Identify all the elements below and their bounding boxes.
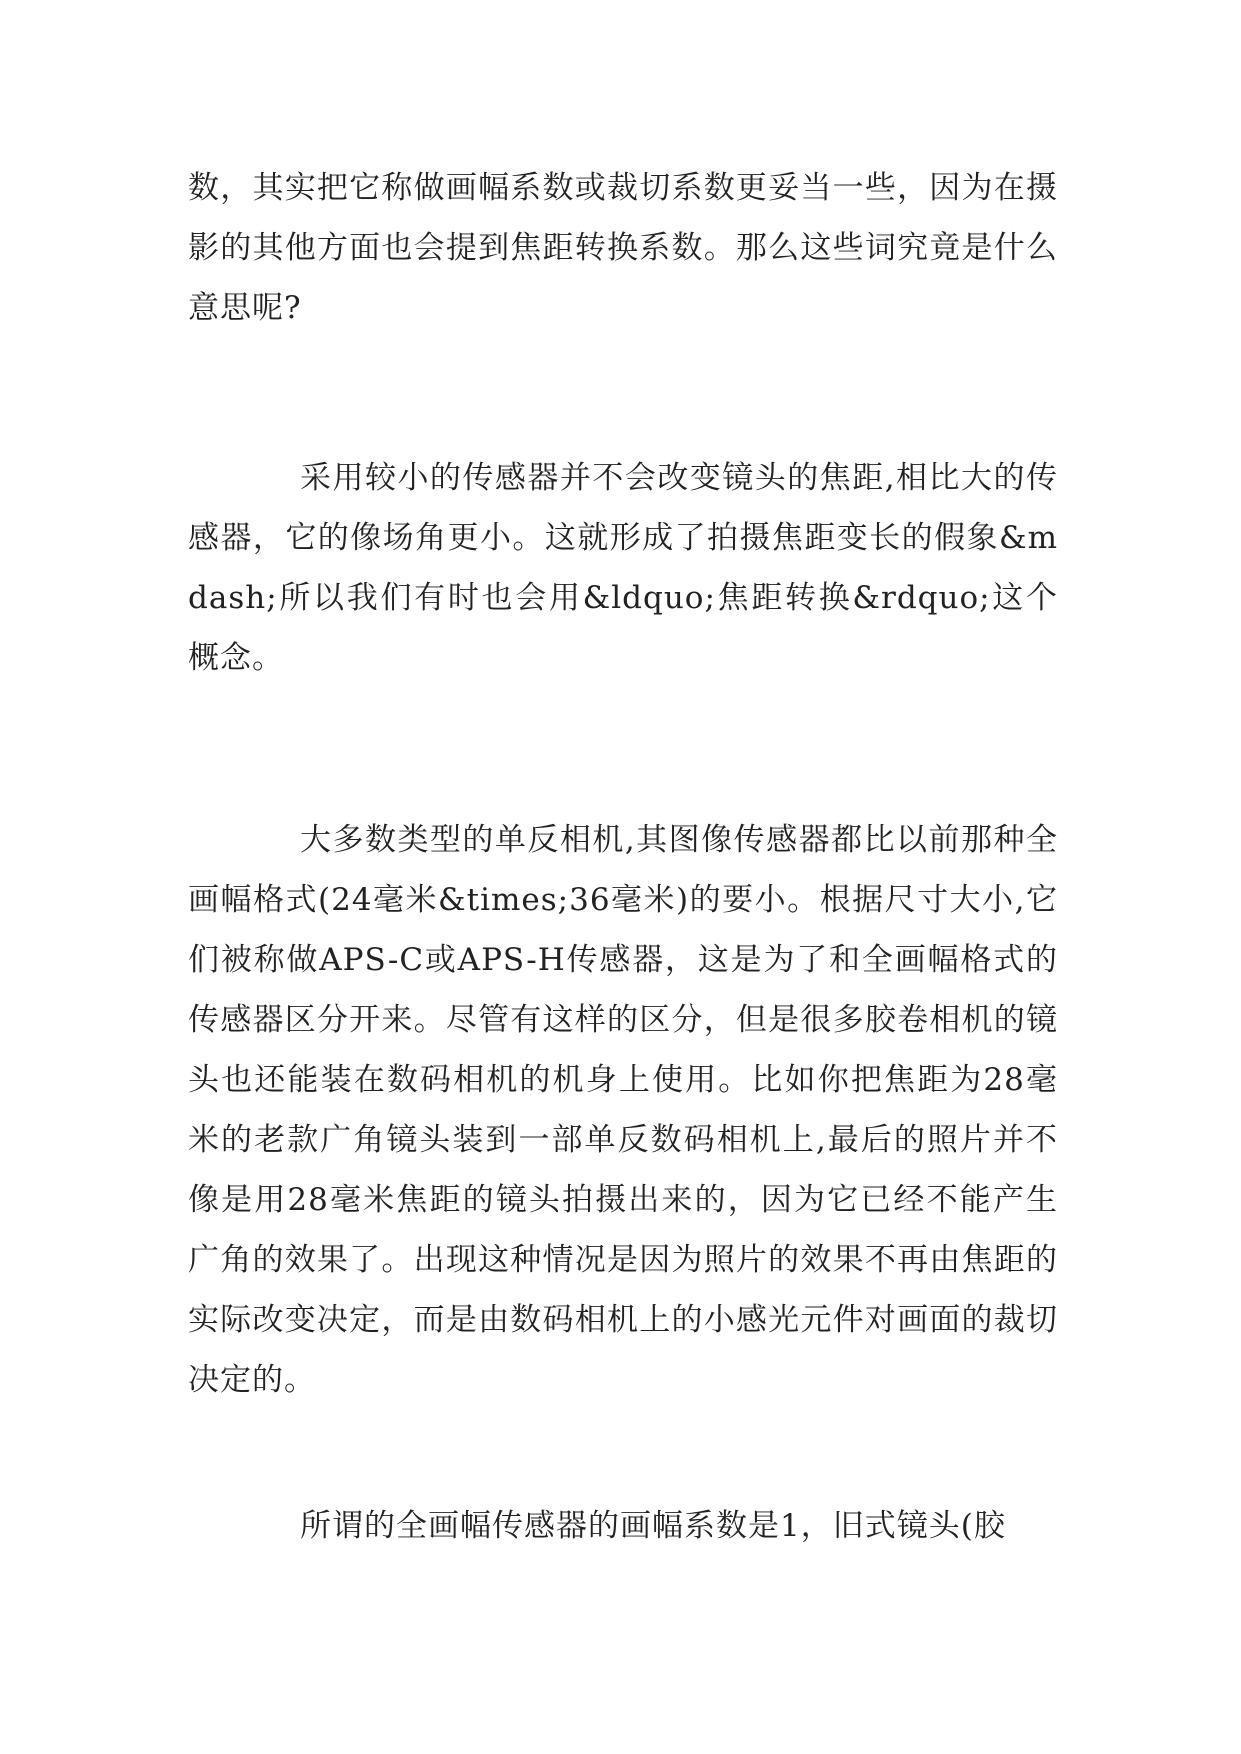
paragraph-focal-conversion-intro: 数，其实把它称做画幅系数或裁切系数更妥当一些，因为在摄影的其他方面也会提到焦距转换系数。那么这些词究竟是什么意思呢?	[188, 170, 1058, 326]
paragraph-full-frame-factor: 所谓的全画幅传感器的画幅系数是1，旧式镜头(胶	[300, 1508, 1006, 1544]
paragraph-smaller-sensor: 采用较小的传感器并不会改变镜头的焦距,相比大的传感器，它的像场角更小。这就形成了拍摄焦距变长的假象&mdash;所以我们有时也会用&ldquo;焦距转换&rdquo;这个概念。	[188, 460, 1058, 676]
paragraph-dslr-sensor-sizes: 大多数类型的单反相机,其图像传感器都比以前那种全画幅格式(24毫米&times;36毫米)的要小。根据尺寸大小,它们被称做APS-C或APS-H传感器，这是为了和全画幅格式的传感器区分开来。尽管有这样的区分，但是很多胶卷相机的镜头也还能装在数码相机的机身上使用。比如你把焦距为28毫米的老款广角镜头装到一部单反数码相机上,最后的照片并不像是用28毫米焦距的镜头拍摄出来的，因为它已经不能产生广角的效果了。出现这种情况是因为照片的效果不再由焦距的实际改变决定，而是由数码相机上的小感光元件对画面的裁切决定的。	[188, 822, 1058, 1398]
